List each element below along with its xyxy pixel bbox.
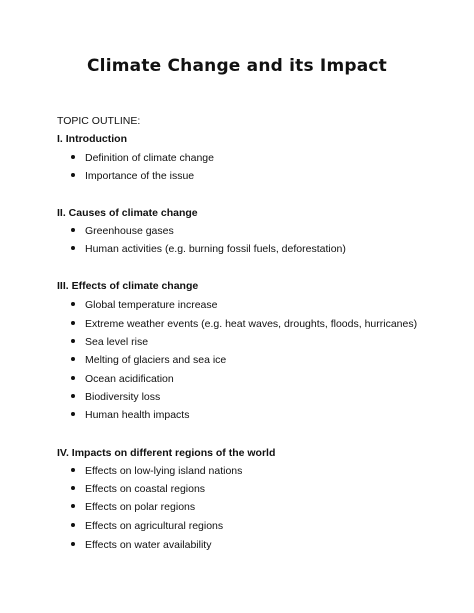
bullet-icon xyxy=(71,321,75,325)
bullet-icon xyxy=(71,542,75,546)
document-title: Climate Change and its Impact xyxy=(87,56,387,76)
bullet-icon xyxy=(71,302,75,306)
section-heading: IV. Impacts on different regions of the world xyxy=(57,447,276,459)
list-item: Biodiversity loss xyxy=(71,391,160,403)
list-item: Melting of glaciers and sea ice xyxy=(71,354,226,366)
list-item: Effects on polar regions xyxy=(71,501,195,513)
bullet-icon xyxy=(71,155,75,159)
bullet-icon xyxy=(71,173,75,177)
list-item: Global temperature increase xyxy=(71,299,218,311)
section-heading: III. Effects of climate change xyxy=(57,280,199,292)
list-item: Ocean acidification xyxy=(71,373,174,385)
list-item: Effects on agricultural regions xyxy=(71,520,223,532)
bullet-icon xyxy=(71,468,75,472)
bullet-icon xyxy=(71,486,75,490)
section-heading: I. Introduction xyxy=(57,133,127,145)
bullet-icon xyxy=(71,412,75,416)
bullet-icon xyxy=(71,504,75,508)
topic-outline-label: TOPIC OUTLINE: xyxy=(57,115,141,127)
list-item: Extreme weather events (e.g. heat waves, droughts, floods, hurricanes) xyxy=(71,318,417,330)
list-item: Effects on low-lying island nations xyxy=(71,465,242,477)
bullet-icon xyxy=(71,246,75,250)
bullet-icon xyxy=(71,357,75,361)
bullet-icon xyxy=(71,228,75,232)
list-item: Human activities (e.g. burning fossil fuels, deforestation) xyxy=(71,243,346,255)
list-item: Effects on water availability xyxy=(71,539,211,551)
list-item: Effects on coastal regions xyxy=(71,483,205,495)
bullet-icon xyxy=(71,394,75,398)
bullet-icon xyxy=(71,523,75,527)
list-item: Sea level rise xyxy=(71,336,148,348)
list-item: Importance of the issue xyxy=(71,170,194,182)
list-item: Greenhouse gases xyxy=(71,225,174,237)
section-heading: II. Causes of climate change xyxy=(57,207,198,219)
list-item: Human health impacts xyxy=(71,409,189,421)
bullet-icon xyxy=(71,376,75,380)
list-item: Definition of climate change xyxy=(71,152,214,164)
bullet-icon xyxy=(71,339,75,343)
